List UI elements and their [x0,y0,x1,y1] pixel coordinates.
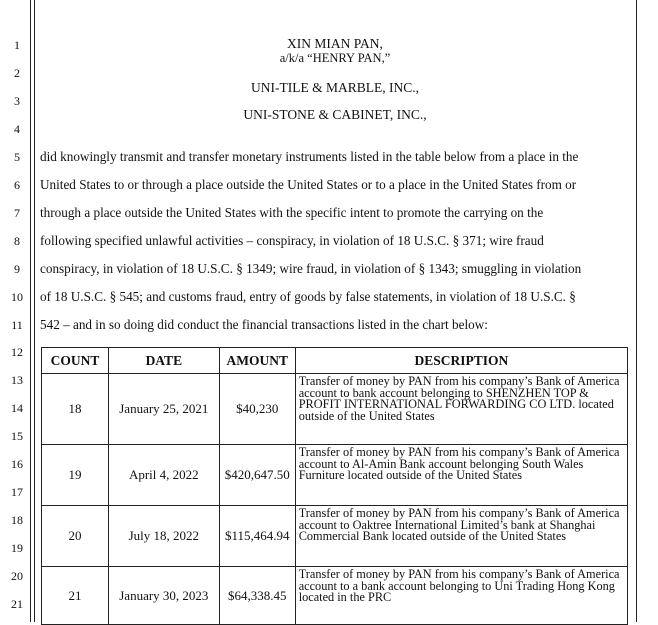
body-line: 542 – and in so doing did conduct the financial transactions listed in the chart below: [40,317,488,332]
table-header-row [42,348,628,374]
line-number: 10 [11,290,23,304]
table-row [42,506,628,567]
count-cell: 20 [42,506,109,567]
amount-cell: $115,464.94 [219,506,295,567]
line-number: 15 [11,429,23,443]
line-number: 6 [14,178,20,192]
line-number: 4 [14,122,20,136]
company-name-1: UNI-TILE & MARBLE, INC., [251,80,419,95]
line-number: 12 [11,345,23,359]
date-cell: January 30, 2023 [108,567,219,625]
date-cell: July 18, 2022 [108,506,219,567]
company-name-2: UNI-STONE & CABINET, INC., [243,107,427,122]
line-number: 21 [11,597,23,611]
line-number: 3 [14,94,20,108]
left-margin-rule-outer [30,0,31,622]
line-number: 11 [11,318,23,332]
line-number: 16 [11,457,23,471]
body-line: United States to or through a place outside the United States or to a place in the United States from or [40,177,577,192]
body-line: of 18 U.S.C. § 545; and customs fraud, entry of goods by false statements, in violation of 18 U.S.C. § [40,289,576,304]
description-cell: Transfer of money by PAN from his company’s Bank of America account to bank account belonging to SHENZHEN TOP & PROFIT INTERNATIONAL FORWARDING CO LTD. located outside of the United States [295,374,627,445]
count-cell: 21 [42,567,109,625]
defendant-alias: a/k/a “HENRY PAN,” [279,51,391,65]
amount-cell: $40,230 [219,374,295,445]
line-number: 13 [11,373,23,387]
defendant-name: XIN MIAN PAN, [287,36,383,51]
line-number: 18 [11,513,23,527]
line-number: 2 [14,66,20,80]
body-line: did knowingly transmit and transfer monetary instruments listed in the table below from a place in the [40,149,579,164]
header-count: COUNT [42,348,109,374]
header-amount: AMOUNT [219,348,295,374]
line-number: 7 [14,206,20,220]
line-number: 17 [11,485,23,499]
table-row [42,374,628,445]
body-line: following specified unlawful activities – conspiracy, in violation of 18 U.S.C. § 371; wire fraud [40,233,544,248]
body-line: through a place outside the United States with the specific intent to promote the carrying on the [40,205,544,220]
body-line: conspiracy, in violation of 18 U.S.C. § 1349; wire fraud, in violation of § 1343; smuggling in violation [40,261,582,276]
table-row [42,567,628,625]
line-number: 8 [14,234,20,248]
date-cell: April 4, 2022 [108,445,219,506]
amount-cell: $64,338.45 [219,567,295,625]
table-row [42,445,628,506]
transactions-table [41,347,628,625]
amount-cell: $420,647.50 [219,445,295,506]
line-number: 5 [14,150,20,164]
line-number: 9 [14,262,20,276]
count-cell: 18 [42,374,109,445]
right-margin-rule [636,0,637,622]
description-cell: Transfer of money by PAN from his company’s Bank of America account to Oaktree International Limited’s bank at Shanghai Commercial Bank located outside of the United States [295,506,627,567]
left-margin-rule-inner [34,0,35,622]
count-cell: 19 [42,445,109,506]
line-number: 14 [11,401,23,415]
line-number: 1 [14,38,20,52]
header-date: DATE [108,348,219,374]
date-cell: January 25, 2021 [108,374,219,445]
description-cell: Transfer of money by PAN from his company’s Bank of America account to a bank account belonging to Uni Trading Hong Kong located in the PRC [295,567,627,625]
line-number: 19 [11,541,23,555]
description-cell: Transfer of money by PAN from his company’s Bank of America account to Al-Amin Bank account belonging South Wales Furniture located outside of the United States [295,445,627,506]
header-description: DESCRIPTION [295,348,627,374]
line-number: 20 [11,569,23,583]
